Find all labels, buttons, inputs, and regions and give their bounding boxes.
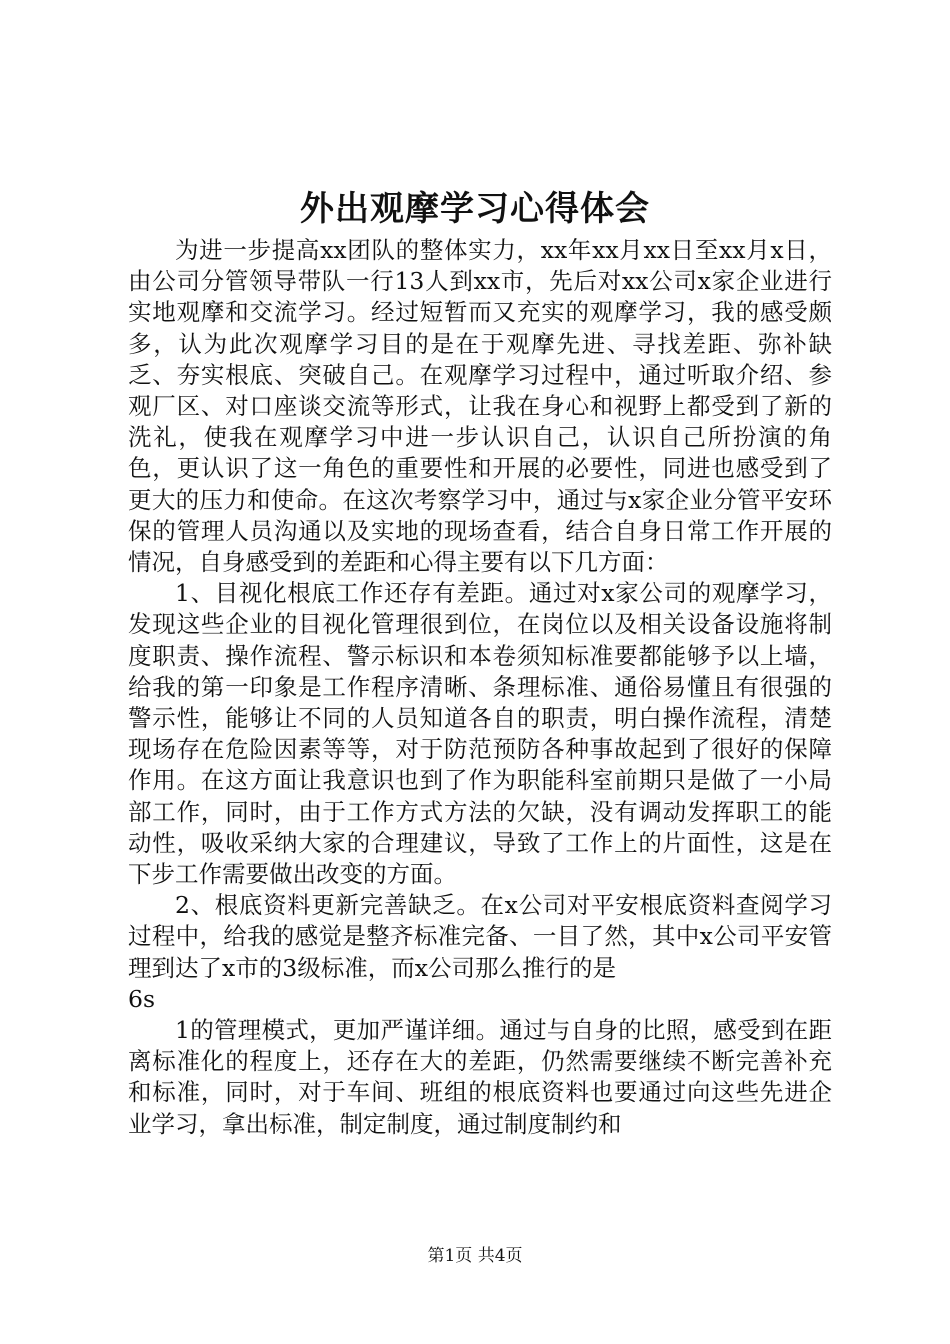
document-title: 外出观摩学习心得体会: [300, 189, 650, 229]
document-body: [128, 235, 832, 1140]
paragraph-point-1: 1、目视化根底工作还存有差距。通过对x家公司的观摩学习，发现这些企业的目视化管理很到位，在岗位以及相关设备设施将制度职责、操作流程、警示标识和本卷须知标准要都能够予以上墙，给我的第一印象是工作程序清晰、条理标准、通俗易懂且有很强的警示性，能够让不同的人员知道各自的职责，明白操作流程，清楚现场存在危险因素等等，对于防范预防各种事故起到了很好的保障作用。在这方面让我意识也到了作为职能科室前期只是做了一小局部工作，同时，由于工作方式方法的欠缺，没有调动发挥职工的能动性，吸收采纳大家的合理建议，导致了工作上的片面性，这是在下步工作需要做出改变的方面。: [128, 579, 832, 889]
paragraph-intro: 为进一步提高xx团队的整体实力，xx年xx月xx日至xx月x日，由公司分管领导带队一行13人到xx市，先后对xx公司x家企业进行实地观摩和交流学习。经过短暂而又充实的观摩学习，我的感受颇多，认为此次观摩学习目的是在于观摩先进、寻找差距、弥补缺乏、夯实根底、突破自己。在观摩学习过程中，通过听取介绍、参观厂区、对口座谈交流等形式，让我在身心和视野上都受到了新的洗礼，使我在观摩学习中进一步认识自己，认识自己所扮演的角色，更认识了这一角色的重要性和开展的必要性，同进也感受到了更大的压力和使命。在这次考察学习中，通过与x家企业分管平安环保的管理人员沟通以及实地的现场查看，结合自身日常工作开展的情况，自身感受到的差距和心得主要有以下几方面：: [128, 236, 832, 577]
paragraph-point-2: 2、根底资料更新完善缺乏。在x公司对平安根底资料查阅学习过程中，给我的感觉是整齐标准完备、一目了然，其中x公司平安管理到达了x市的3级标准，而x公司那么推行的是: [128, 891, 832, 982]
paragraph-continuation: 1的管理模式，更加严谨详细。通过与自身的比照，感受到在距离标准化的程度上，还存在大的差距，仍然需要继续不断完善补充和标准，同时，对于车间、班组的根底资料也要通过向这些先进企业学习，拿出标准，制定制度，通过制度制约和: [128, 1016, 832, 1138]
paragraph-fragment-6s: 6s: [128, 984, 156, 1013]
page-footer: 第1页 共4页: [427, 1246, 523, 1266]
